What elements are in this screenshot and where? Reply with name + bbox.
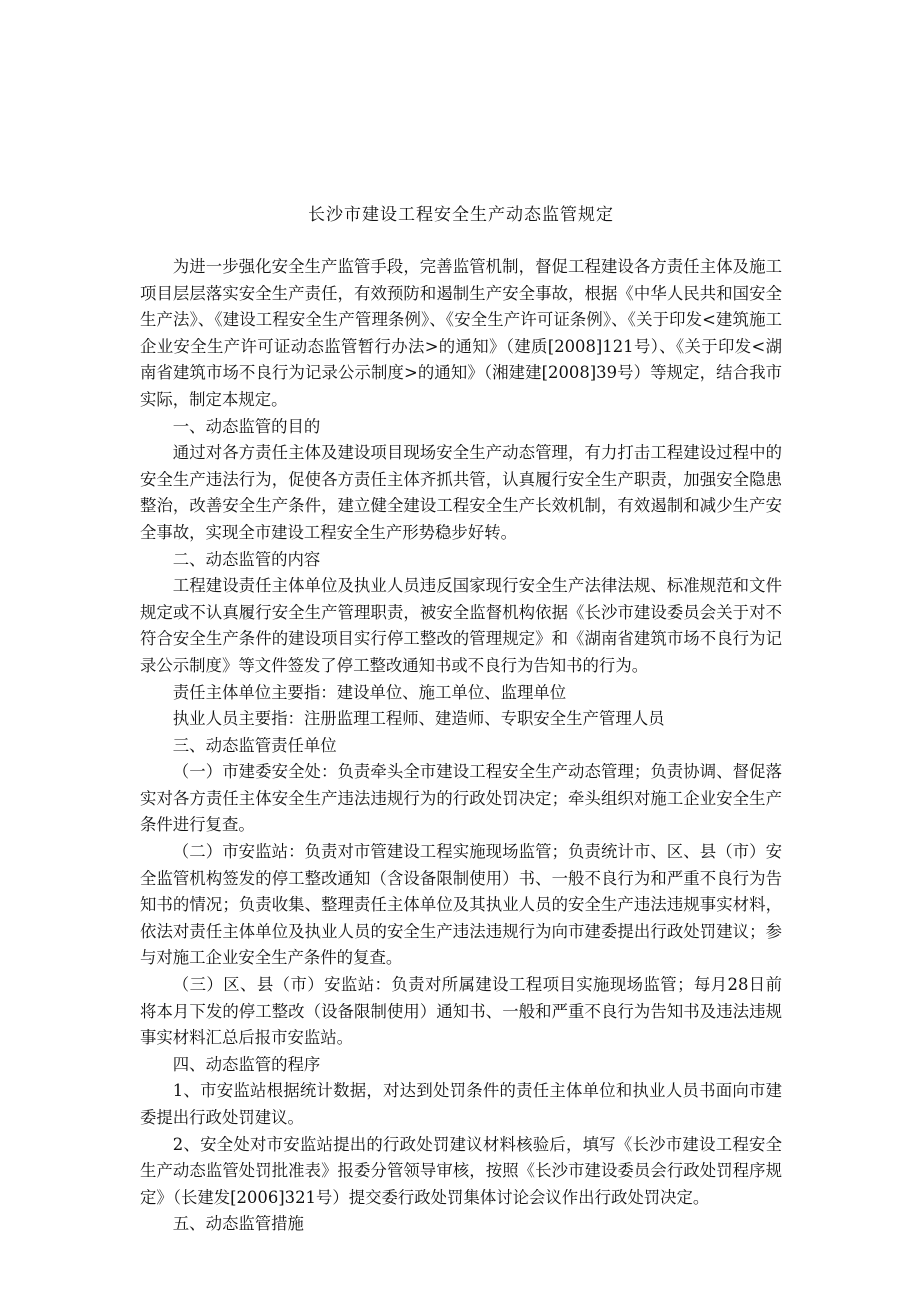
paragraph-practitioners: 执业人员主要指：注册监理工程师、建造师、专职安全生产管理人员	[172, 709, 665, 729]
section-heading-1: 一、动态监管的目的	[172, 416, 321, 436]
paragraph-procedure-2: 2、安全处对市安监站提出的行政处罚建议材料核验后，填写《长沙市建设工程安全生产动态监管处罚批准表》报委分管领导审核，按照《长沙市建设委员会行政处罚程序规定》（长建发[2006]321号）提交委行政处罚集体讨论会议作出行政处罚决定。	[140, 1134, 782, 1207]
paragraph-intro: 为进一步强化安全生产监管手段，完善监管机制，督促工程建设各方责任主体及施工项目层层落实安全生产责任，有效预防和遏制生产安全事故，根据《中华人民共和国安全生产法》、《建设工程安全生产管理条例》、《安全生产许可证条例》、《关于印发<建筑施工企业安全生产许可证动态监管暂行办法>的通知》（建质[2008]121号）、《关于印发<湖南省建筑市场不良行为记录公示制度>的通知》（湘建建[2008]39号）等规定，结合我市实际，制定本规定。	[140, 257, 782, 409]
section-heading-4: 四、动态监管的程序	[172, 1054, 321, 1074]
paragraph-purpose: 通过对各方责任主体及建设项目现场安全生产动态管理，有力打击工程建设过程中的安全生产违法行为，促使各方责任主体齐抓共管，认真履行安全生产职责，加强安全隐患整治，改善安全生产条件，建立健全建设工程安全生产长效机制，有效遏制和减少生产安全事故，实现全市建设工程安全生产形势稳步好转。	[140, 443, 782, 542]
paragraph-city-station: （二）市安监站：负责对市管建设工程实施现场监管；负责统计市、区、县（市）安全监管机构签发的停工整改通知（含设备限制使用）书、一般不良行为和严重不良行为告知书的情况；负责收集、整理责任主体单位及其执业人员的安全生产违法违规事实材料，依法对责任主体单位及执业人员的安全生产违法违规行为向市建委提出行政处罚建议；参与对施工企业安全生产条件的复查。	[140, 842, 782, 968]
paragraph-responsible-units: 责任主体单位主要指：建设单位、施工单位、监理单位	[172, 682, 567, 702]
paragraph-district-station: （三）区、县（市）安监站：负责对所属建设工程项目实施现场监管；每月28日前将本月下发的停工整改（设备限制使用）通知书、一般和严重不良行为告知书及违法违规事实材料汇总后报市安监站。	[140, 975, 782, 1048]
paragraph-procedure-1: 1、市安监站根据统计数据，对达到处罚条件的责任主体单位和执业人员书面向市建委提出行政处罚建议。	[140, 1081, 782, 1127]
document-body	[140, 254, 782, 1238]
document-title: 长沙市建设工程安全生产动态监管规定	[308, 205, 614, 225]
section-heading-5: 五、动态监管措施	[172, 1214, 304, 1234]
paragraph-content: 工程建设责任主体单位及执业人员违反国家现行安全生产法律法规、标准规范和文件规定或不认真履行安全生产管理职责，被安全监督机构依据《长沙市建设委员会关于对不符合安全生产条件的建设项目实行停工整改的管理规定》和《湖南省建筑市场不良行为记录公示制度》等文件签发了停工整改通知书或不良行为告知书的行为。	[140, 576, 782, 675]
paragraph-safety-office: （一）市建委安全处：负责牵头全市建设工程安全生产动态管理；负责协调、督促落实对各方责任主体安全生产违法违规行为的行政处罚决定；牵头组织对施工企业安全生产条件进行复查。	[140, 762, 782, 835]
section-heading-3: 三、动态监管责任单位	[172, 735, 337, 755]
section-heading-2: 二、动态监管的内容	[172, 549, 321, 569]
